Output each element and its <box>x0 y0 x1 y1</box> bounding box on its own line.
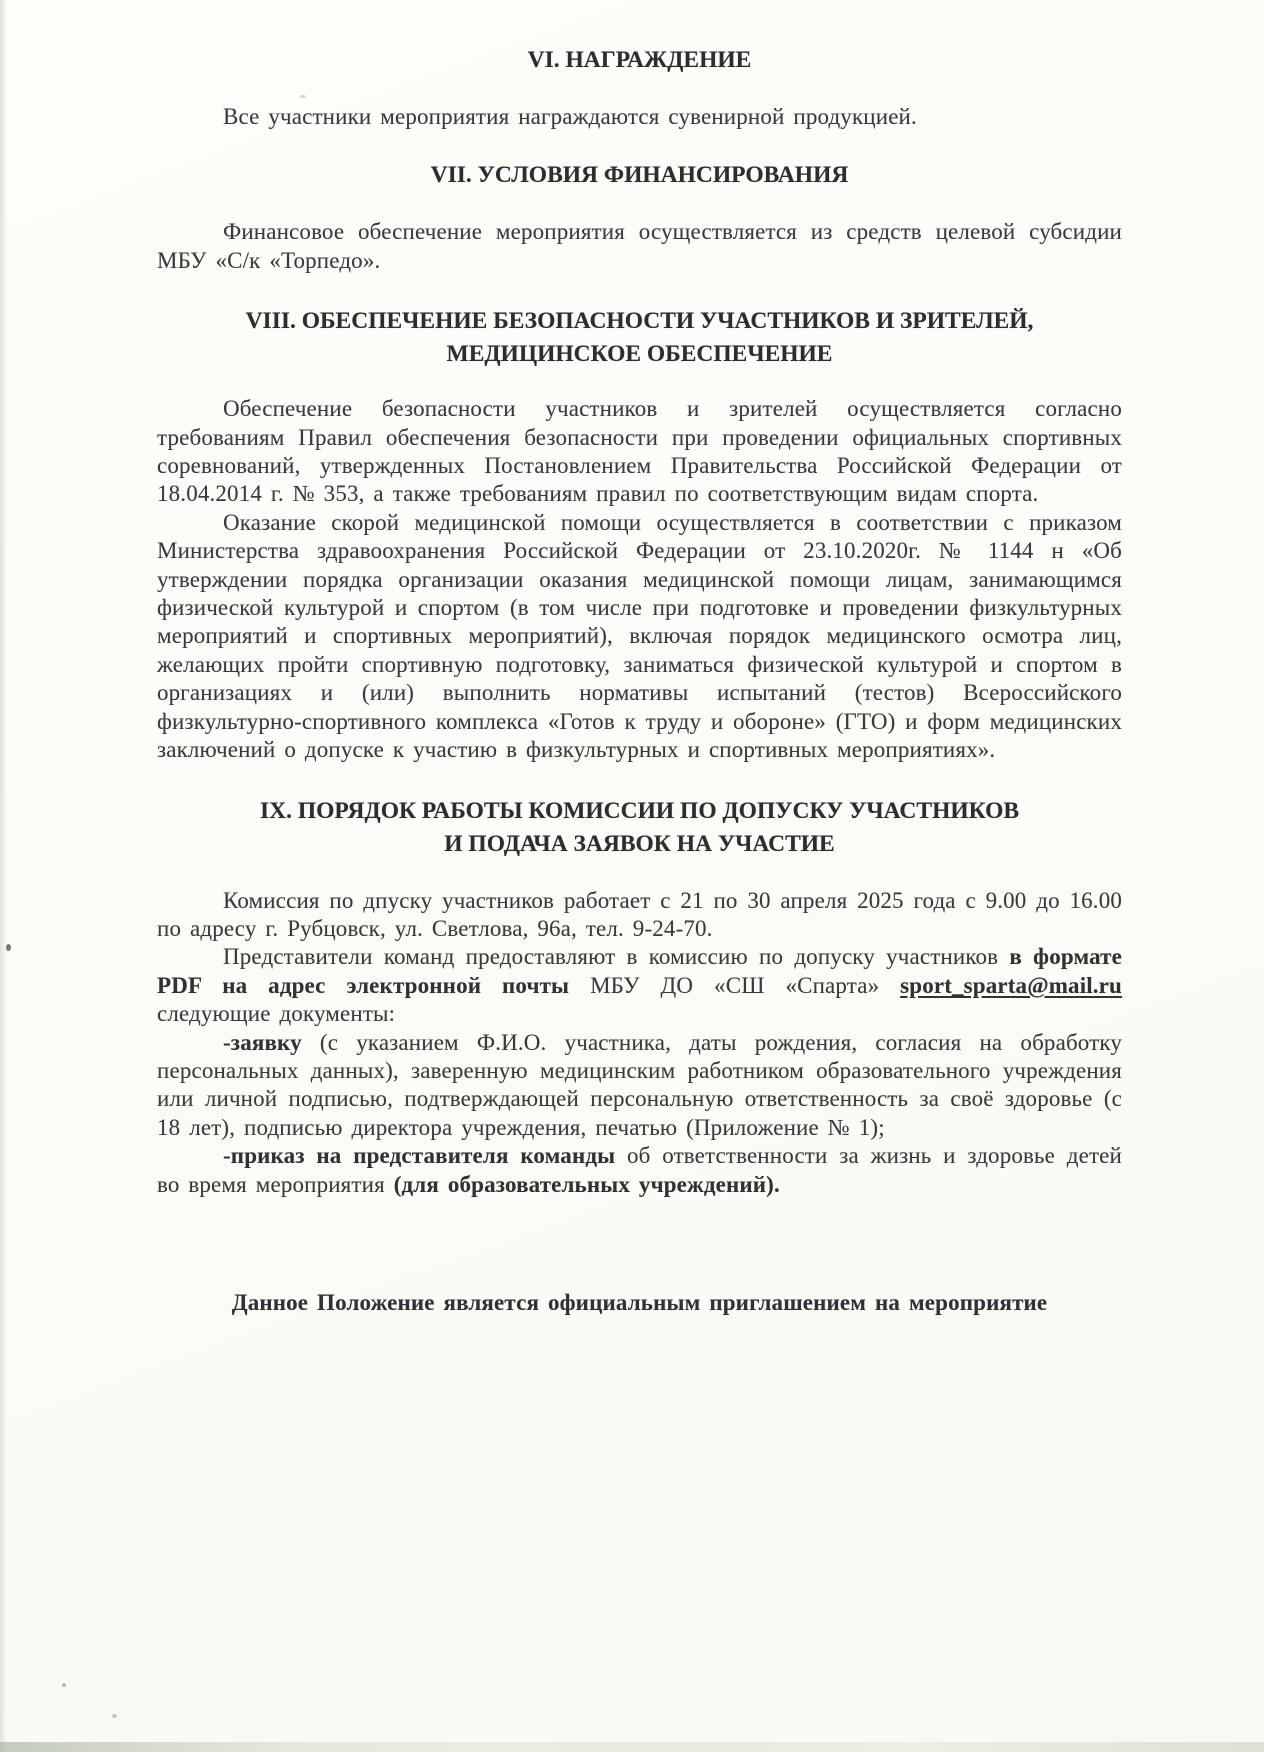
para-application <box>157 1029 1122 1143</box>
text-segment: -приказ на представителя команды <box>223 1143 616 1169</box>
para-financing <box>157 218 1122 275</box>
para-safety <box>157 395 1122 509</box>
heading-viii <box>157 305 1122 371</box>
heading-line: IX. ПОРЯДОК РАБОТЫ КОМИССИИ ПО ДОПУСКУ УЧАСТНИКОВ <box>259 797 1020 824</box>
text-segment: Оказание скорой медицинской помощи осуществляется в соответствии с приказом Министерства здравоохранения Российской Федерации от 23.10.2020г. № 1144 н «Об утверждении порядка организации оказания медицинской помощи лицам, занимающимся физической культурой и спортом (в том числе при подготовке и проведении физкультурных мероприятий и спортивных мероприятий), включая порядок медицинского осмотра лиц, желающих пройти спортивную подготовку, заниматься физической культурой и спортом в организациях и (или) выполнить нормативы испытаний (тестов) Всероссийского физкультурно-спортивного комплекса «Готов к труду и обороне» (ГТО) и форм медицинских заключений о допуске к участию в физкультурных и спортивных мероприятиях». <box>157 509 1122 763</box>
text-segment: Комиссия по дпуску участников работает с 21 по 30 апреля 2025 года с 9.00 до 16.00 по адресу г. Рубцовск, ул. Светлова, 96а, тел. 9-24-70. <box>157 887 1122 941</box>
heading-line: И ПОДАЧА ЗАЯВОК НА УЧАСТИЕ <box>444 830 835 857</box>
text-segment: (с указанием Ф.И.О. участника, даты рождения, согласия на обработку персональных данных), заверенную медицинским работником образовательного учреждения или личной подписью, подтверждающей персональную ответственность за своё здоровье (с 18 лет), подписью директора учреждения, печатью (Приложение № 1); <box>157 1029 1122 1140</box>
scan-speck <box>112 1714 117 1718</box>
scan-edge-bottom <box>0 1742 1264 1752</box>
text-segment: Обеспечение безопасности участников и зрителей осуществляется согласно требованиям Правил обеспечения безопасности при проведении официальных спортивных соревнований, утвержденных Постановлением Правительства Российской Федерации от 18.04.2014 г. № 353, а также требованиям правил по соответствующим видам спорта. <box>157 396 1122 507</box>
scan-edge-left <box>0 0 7 1752</box>
para-representatives <box>157 943 1122 1028</box>
text-segment: (для образовательных учреждений). <box>393 1171 780 1197</box>
para-awards <box>157 103 1122 131</box>
text-segment: sport_sparta@mail.ru <box>900 972 1122 998</box>
para-order <box>157 1142 1122 1199</box>
document-content <box>157 44 1122 1317</box>
heading-line: VI. НАГРАЖДЕНИЕ <box>527 47 752 73</box>
heading-vii <box>157 159 1122 192</box>
text-segment: в формате PDF на адрес электронной почты <box>157 944 1122 998</box>
text-segment: Данное Положение является официальным приглашением на мероприятие <box>231 1289 1048 1315</box>
para-medical <box>157 509 1122 765</box>
heading-line: VII. УСЛОВИЯ ФИНАНСИРОВАНИЯ <box>430 162 849 189</box>
scan-speck <box>6 944 11 951</box>
para-invitation <box>157 1289 1122 1317</box>
heading-ix <box>157 795 1122 861</box>
text-segment: об ответственности за жизнь и здоровье детей во время мероприятия <box>157 1143 1122 1197</box>
text-segment: Представители команд предоставляют в комиссию по допуску участников <box>223 944 1010 970</box>
heading-line: VIII. ОБЕСПЕЧЕНИЕ БЕЗОПАСНОСТИ УЧАСТНИКОВ И ЗРИТЕЛЕЙ, <box>245 308 1034 335</box>
text-segment: Все участники мероприятия награждаются сувенирной продукцией. <box>223 104 917 129</box>
text-segment: -заявку <box>223 1029 302 1055</box>
text-segment: МБУ ДО «СШ «Спарта» <box>569 972 901 998</box>
para-commission <box>157 887 1122 944</box>
text-segment: следующие документы: <box>157 1001 396 1027</box>
heading-line: МЕДИЦИНСКОЕ ОБЕСПЕЧЕНИЕ <box>446 341 833 368</box>
scan-speck <box>62 1683 66 1687</box>
text-segment: Финансовое обеспечение мероприятия осуществляется из средств целевой субсидии МБУ «С/к «Торпедо». <box>157 219 1122 273</box>
heading-vi <box>157 44 1122 77</box>
